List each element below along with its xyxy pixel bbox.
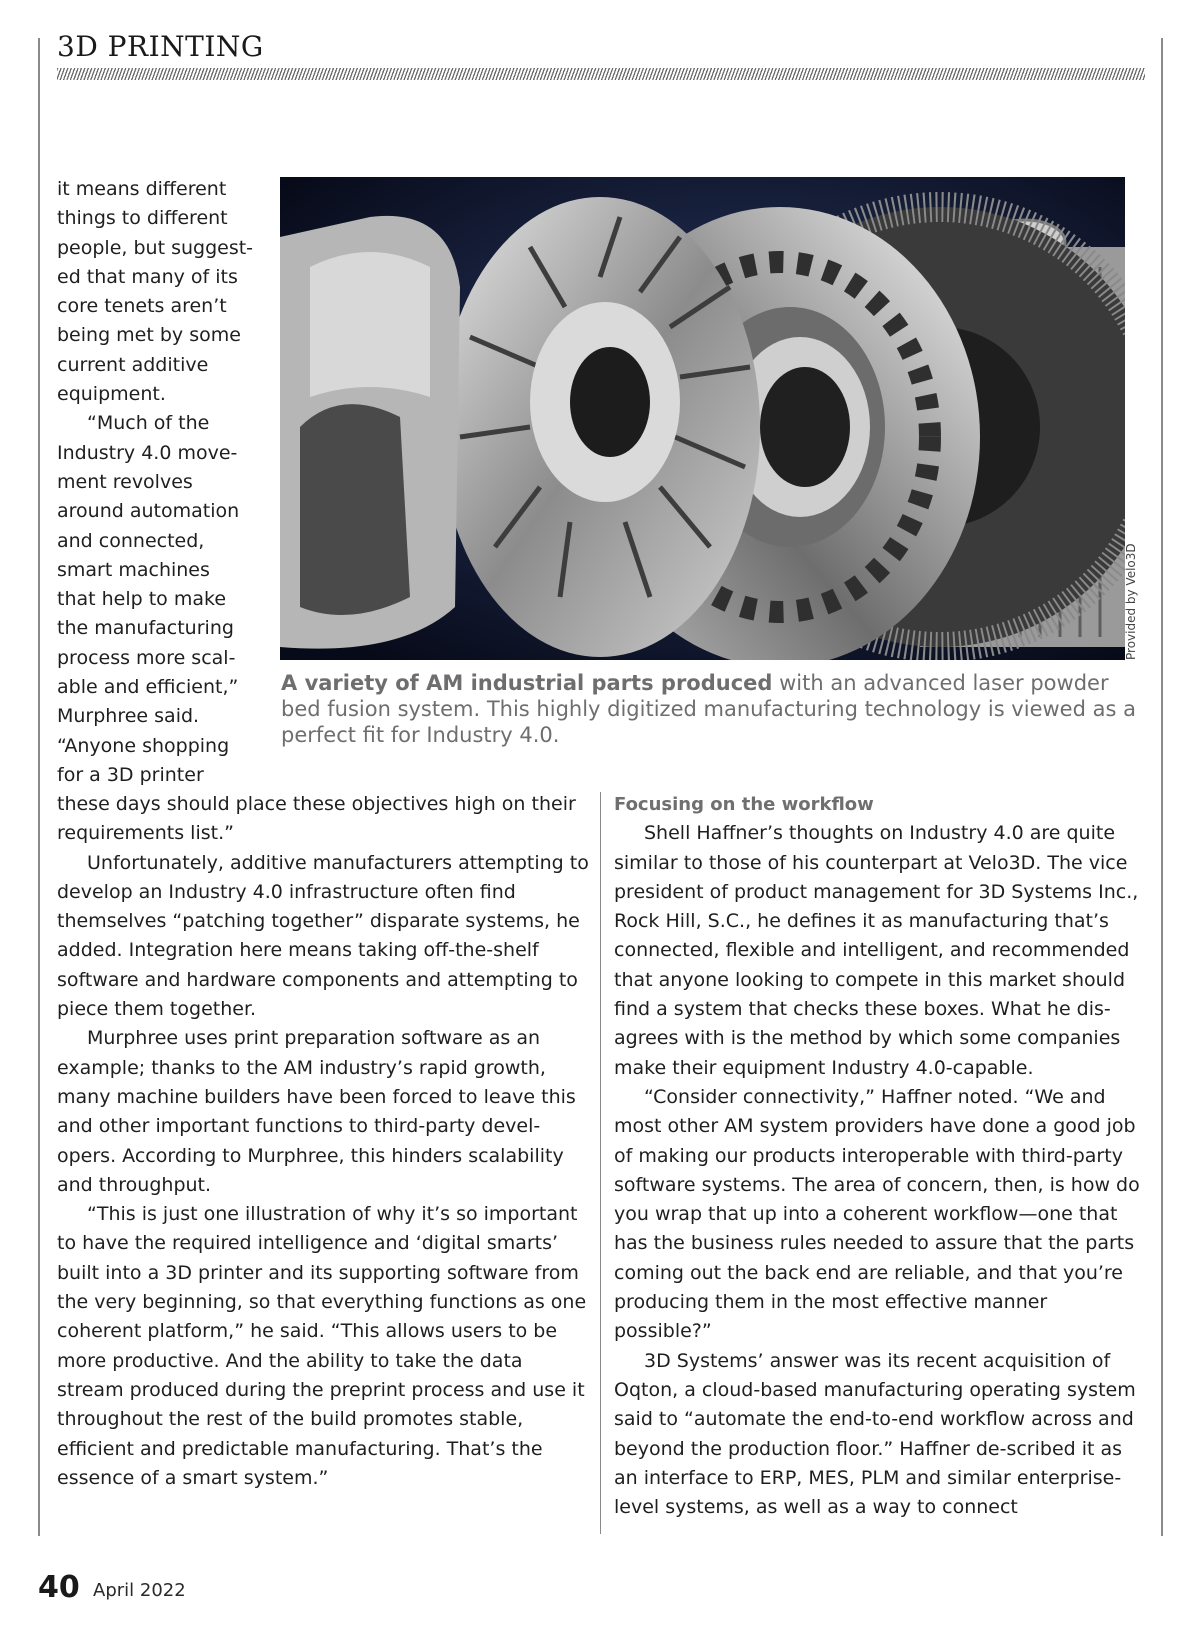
text-line: the manufacturing: [57, 617, 234, 640]
page-number: 40: [38, 1570, 80, 1605]
left-margin-rule: [38, 38, 40, 1536]
text-line: Murphree said.: [57, 705, 200, 728]
text-line: ment revolves: [57, 470, 193, 493]
text-line: able and efficient,”: [57, 676, 239, 699]
text-line: it means different: [57, 178, 227, 200]
subheading: Focusing on the workflow: [614, 794, 874, 815]
text-line: “Anyone shopping: [57, 734, 230, 757]
narrow-column: [57, 175, 257, 790]
text-line: current additive: [57, 353, 209, 376]
text-line: for a 3D printer: [57, 763, 204, 786]
header-hatch-rule: [57, 68, 1145, 80]
text-line: ed that many of its: [57, 265, 238, 288]
text-line: “Much of the: [87, 412, 210, 435]
photo-credit-text: Provided by Velo3D: [1124, 543, 1138, 660]
text-line: Industry 4.0 move-: [57, 441, 238, 464]
caption-lead: A variety of AM industrial parts produced: [281, 671, 773, 695]
text-line: process more scal-: [57, 646, 236, 669]
text-line: being met by some: [57, 324, 241, 347]
text-line: equipment.: [57, 383, 166, 406]
issue-date: April 2022: [93, 1580, 186, 1601]
am-parts-photo: [280, 177, 1125, 660]
caption-body: with an advanced laser powder bed fusion system. This highly digitized manufacturing technology is viewed as a perfect fit for Industry 4.0.: [281, 671, 1136, 747]
section-title: 3D PRINTING: [57, 30, 264, 63]
text-line: smart machines: [57, 558, 210, 581]
right-column: [614, 790, 1146, 1522]
paragraph: 3D Systems’ answer was its recent acquisition of Oqton, a cloud-based manufacturing operating system said to “automate the end-to-end workflow across and beyond the production floor.” Haffner de-scribed it as an interface to ERP, MES, PLM and similar enterprise-level systems, as well as a way to connect: [614, 1349, 1136, 1519]
paragraph: Murphree uses print preparation software as an example; thanks to the AM industry’s rapid growth, many machine builders have been forced to leave this and other important functions to third-party devel-opers. According to Murphree, this hinders scalability and throughput.: [57, 1027, 576, 1196]
right-margin-rule: [1161, 38, 1163, 1536]
paragraph: these days should place these objectives high on their requirements list.”: [57, 793, 576, 845]
paragraph: “This is just one illustration of why it’s so important to have the required intelligence and ‘digital smarts’ built into a 3D printer and its supporting software from the very beginning, so that everything functions as one coherent platform,” he said. “This allows users to be more productive. And the ability to take the data stream produced during the preprint process and use it throughout the rest of the build promotes stable, efficient and predictable manufacturing. That’s the essence of a smart system.”: [57, 1203, 587, 1489]
text-line: people, but suggest-: [57, 236, 254, 259]
text-line: and connected,: [57, 529, 205, 552]
paragraph: Unfortunately, additive manufacturers attempting to develop an Industry 4.0 infrastructure often find themselves “patching together” disparate systems, he added. Integration here means taking off-the-shelf software and hardware components and attempting to piece them together.: [57, 851, 589, 1021]
photo-caption: [281, 670, 1141, 748]
text-line: around automation: [57, 500, 240, 523]
text-line: that help to make: [57, 588, 227, 611]
left-column: [57, 790, 589, 1493]
text-line: things to different: [57, 207, 228, 230]
paragraph: Shell Haffner’s thoughts on Industry 4.0 are quite similar to those of his counterpart at Velo3D. The vice president of product management for 3D Systems Inc., Rock Hill, S.C., he defines it as manufacturing that’s connected, flexible and intelligent, and recommended that anyone looking to compete in this market should find a system that checks these boxes. What he dis-agrees with is the method by which some companies make their equipment Industry 4.0-capable.: [614, 822, 1139, 1079]
paragraph: “Consider connectivity,” Haffner noted. “We and most other AM system providers have done a good job of making our products interoperable with third-party software systems. The area of concern, then, is how do you wrap that up into a coherent workflow—one that has the business rules needed to assure that the parts coming out the back end are reliable, and that you’re producing them in the most effective manner possible?”: [614, 1085, 1140, 1343]
column-divider: [600, 792, 601, 1534]
text-line: core tenets aren’t: [57, 295, 227, 318]
